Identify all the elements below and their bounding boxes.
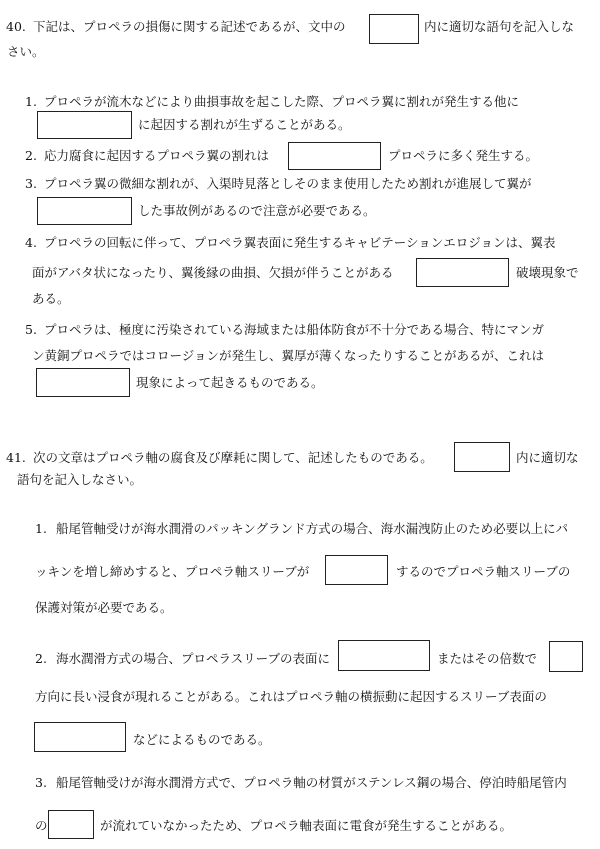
answer-box[interactable]: [37, 111, 132, 139]
item-text: 現象によって起きるものである。: [136, 375, 324, 390]
item-text: するのでプロペラ軸スリーブの: [396, 564, 571, 579]
item-number: 3.: [25, 176, 37, 191]
item-text: プロペラ翼の微細な割れが、入渠時見落としそのまま使用したため割れが進展して翼が: [44, 176, 532, 191]
item-text: プロペラの回転に伴って、プロペラ翼表面に発生するキャビテーションエロジョンは、翼表: [44, 235, 556, 250]
item-text: 破壊現象で: [516, 265, 579, 280]
item-number: 1.: [25, 94, 37, 109]
answer-box[interactable]: [37, 197, 132, 225]
item-text: 方向に長い浸食が現れることがある。これはプロペラ軸の横振動に起因するスリーブ表面の: [35, 689, 547, 704]
item-text: 応力腐食に起因するプロペラ翼の割れは: [44, 148, 270, 163]
question-41-intro-cont: 内に適切な: [516, 450, 579, 465]
item-number: 2.: [25, 148, 37, 163]
question-40-intro-end: さい。: [7, 44, 45, 59]
item-text: 船尾管軸受けが海水潤滑のパッキングランド方式の場合、海水漏洩防止のため必要以上にパ: [56, 521, 569, 536]
answer-box[interactable]: [454, 442, 510, 472]
item-number: 2.: [35, 651, 47, 666]
question-41-number: 41.: [6, 450, 26, 465]
item-text: プロペラが流木などにより曲損事故を起こした際、プロペラ翼に割れが発生する他に: [44, 94, 520, 109]
question-40-intro-cont: 内に適切な語句を記入しな: [424, 19, 575, 34]
item-number: 5.: [25, 322, 37, 337]
answer-box[interactable]: [549, 641, 583, 672]
item-text: またはその倍数で: [437, 651, 538, 666]
item-number: 4.: [25, 235, 37, 250]
item-text: した事故例があるので注意が必要である。: [138, 203, 376, 218]
item-number: 1.: [35, 521, 47, 536]
answer-box[interactable]: [325, 555, 388, 585]
item-text: 船尾管軸受けが海水潤滑方式で、プロペラ軸の材質がステンレス鋼の場合、停泊時船尾管内: [56, 775, 567, 790]
item-text: ッキンを増し締めすると、プロペラ軸スリーブが: [35, 564, 310, 579]
question-41-intro-end: 語句を記入しなさい。: [17, 472, 143, 487]
item-text: が流れていなかったため、プロペラ軸表面に電食が発生することがある。: [100, 818, 513, 833]
answer-box[interactable]: [416, 258, 509, 287]
question-41-intro: 次の文章はプロペラ軸の腐食及び摩耗に関して、記述したものである。: [33, 450, 433, 465]
answer-box[interactable]: [34, 722, 126, 752]
item-text: プロペラに多く発生する。: [388, 148, 539, 163]
answer-box[interactable]: [288, 142, 381, 170]
item-number: 3.: [35, 775, 47, 790]
answer-box[interactable]: [48, 810, 94, 839]
question-40-intro: 下記は、プロペラの損傷に関する記述であるが、文中の: [33, 19, 346, 34]
item-text: ある。: [32, 291, 70, 306]
item-text: に起因する割れが生ずることがある。: [138, 117, 351, 132]
item-text: プロペラは、極度に汚染されている海域または船体防食が不十分である場合、特にマンガ: [44, 322, 545, 337]
item-text: 面がアバタ状になったり、翼後縁の曲損、欠損が伴うことがある: [32, 265, 394, 280]
answer-box[interactable]: [369, 14, 419, 44]
answer-box[interactable]: [338, 640, 430, 671]
item-text: ン黄銅プロペラではコロージョンが発生し、翼厚が薄くなったりすることがあるが、これは: [32, 348, 545, 363]
item-text: の: [35, 818, 48, 833]
item-text: などによるものである。: [133, 732, 271, 747]
item-text: 海水潤滑方式の場合、プロペラスリーブの表面に: [56, 651, 331, 666]
question-40-number: 40.: [6, 19, 26, 34]
answer-box[interactable]: [36, 368, 130, 397]
item-text: 保護対策が必要である。: [35, 600, 173, 615]
